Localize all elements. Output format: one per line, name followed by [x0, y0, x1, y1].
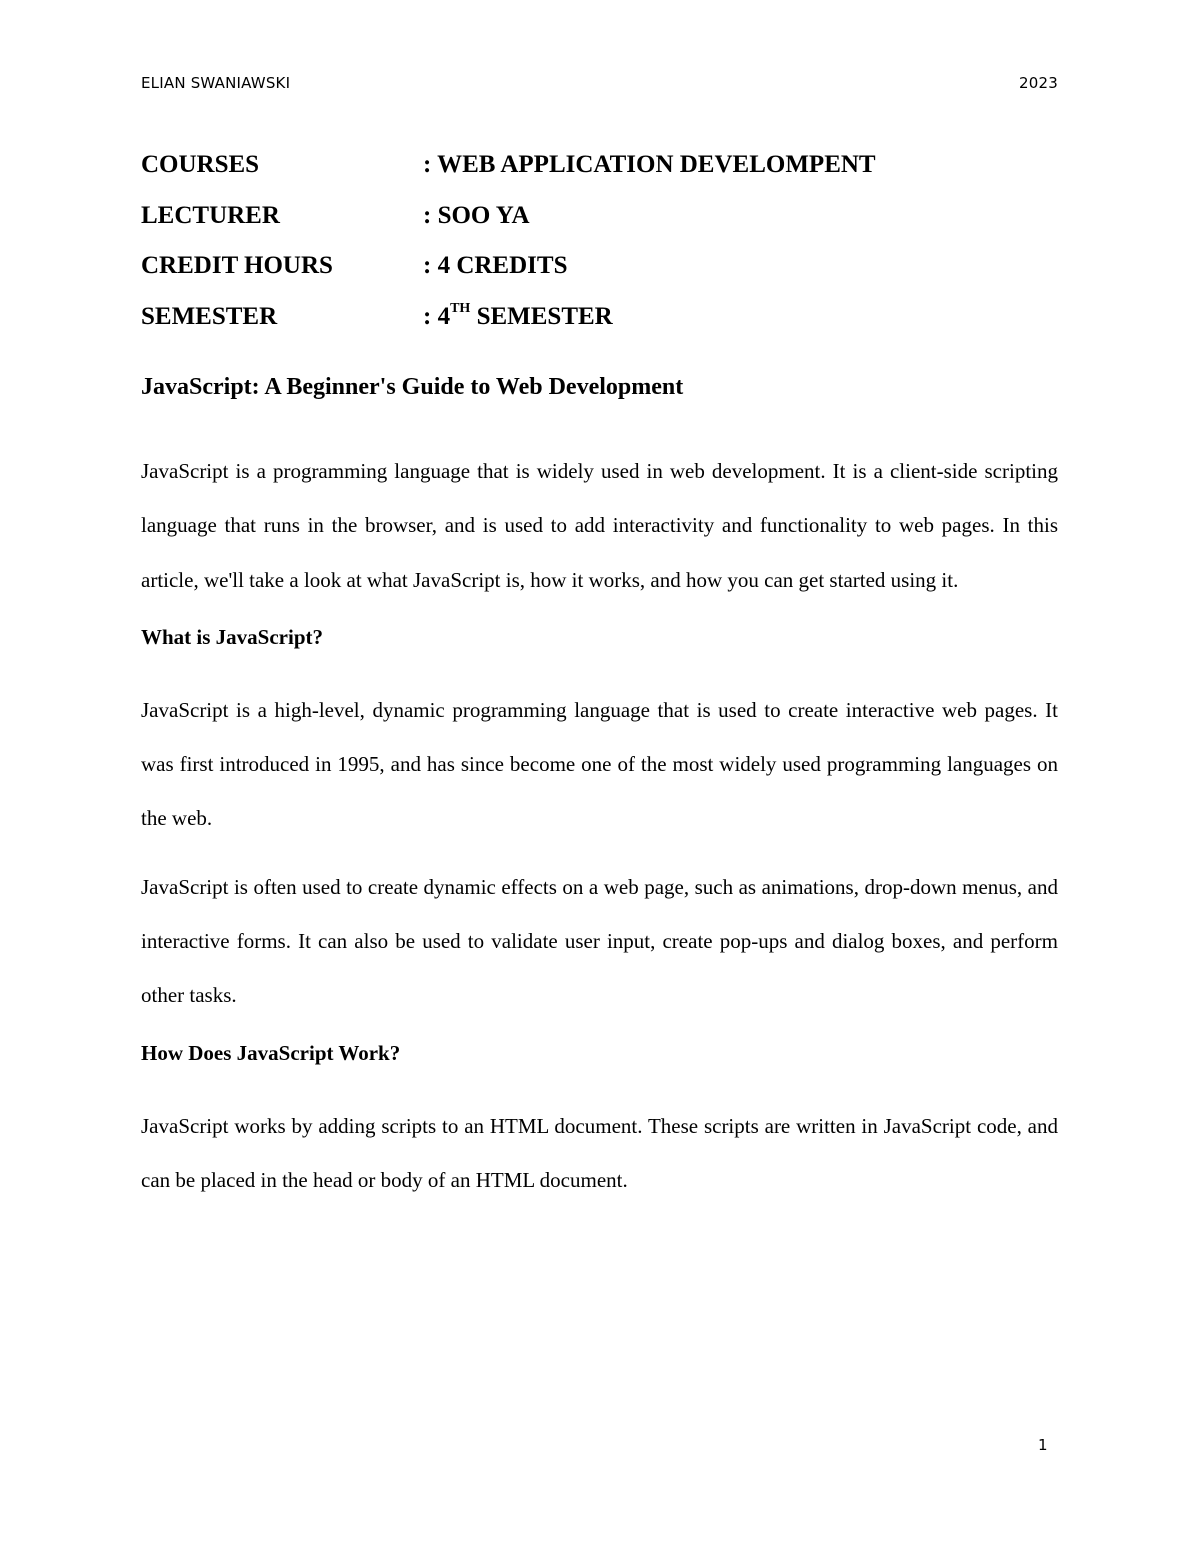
lecturer-value: : SOO YA: [423, 201, 530, 229]
courses-value: : WEB APPLICATION DEVELOMPENT: [423, 151, 876, 179]
page-header: [141, 74, 1058, 92]
semester-label: SEMESTER: [141, 302, 278, 330]
semester-value: [423, 303, 613, 331]
info-row-credit-hours: [141, 241, 876, 292]
info-row-semester: [141, 292, 876, 343]
section2-paragraph-1: JavaScript works by adding scripts to an HTML document. These scripts are written in JavaScript code, and can be placed in the head or body of an HTML document.: [141, 1113, 1058, 1192]
semester-suffix: SEMESTER: [470, 302, 613, 330]
info-row-courses: [141, 140, 876, 191]
lecturer-label: LECTURER: [141, 201, 280, 229]
semester-superscript: TH: [450, 301, 471, 317]
course-info-table: [141, 140, 876, 342]
info-row-lecturer: [141, 191, 876, 242]
document-body: [141, 368, 1058, 1221]
header-author: ELIAN SWANIAWSKI: [141, 74, 291, 92]
section1-paragraph-1: JavaScript is a high-level, dynamic programming language that is used to create interactive web pages. It was first introduced in 1995, and has since become one of the most widely used programming languages on the web.: [141, 697, 1058, 831]
credit-hours-label: CREDIT HOURS: [141, 252, 333, 280]
document-title: JavaScript: A Beginner's Guide to Web Development: [141, 374, 684, 400]
section1-paragraph-2: JavaScript is often used to create dynamic effects on a web page, such as animations, drop-down menus, and interactive forms. It can also be used to validate user input, create pop-ups and dialog boxes, and perform other tasks.: [141, 874, 1058, 1008]
semester-prefix: : 4: [423, 302, 451, 330]
section-heading-what-is-javascript: What is JavaScript?: [141, 624, 324, 649]
section-heading-how-does-javascript-work: How Does JavaScript Work?: [141, 1040, 401, 1065]
courses-label: COURSES: [141, 151, 260, 179]
page-number: 1: [1038, 1436, 1048, 1454]
intro-paragraph: JavaScript is a programming language that is widely used in web development. It is a client-side scripting language that runs in the browser, and is used to add interactivity and functionality to web pages. In this article, we'll take a look at what JavaScript is, how it works, and how you can get started using it.: [141, 459, 1058, 592]
header-year: 2023: [1019, 74, 1058, 92]
credit-hours-value: : 4 CREDITS: [423, 252, 568, 280]
